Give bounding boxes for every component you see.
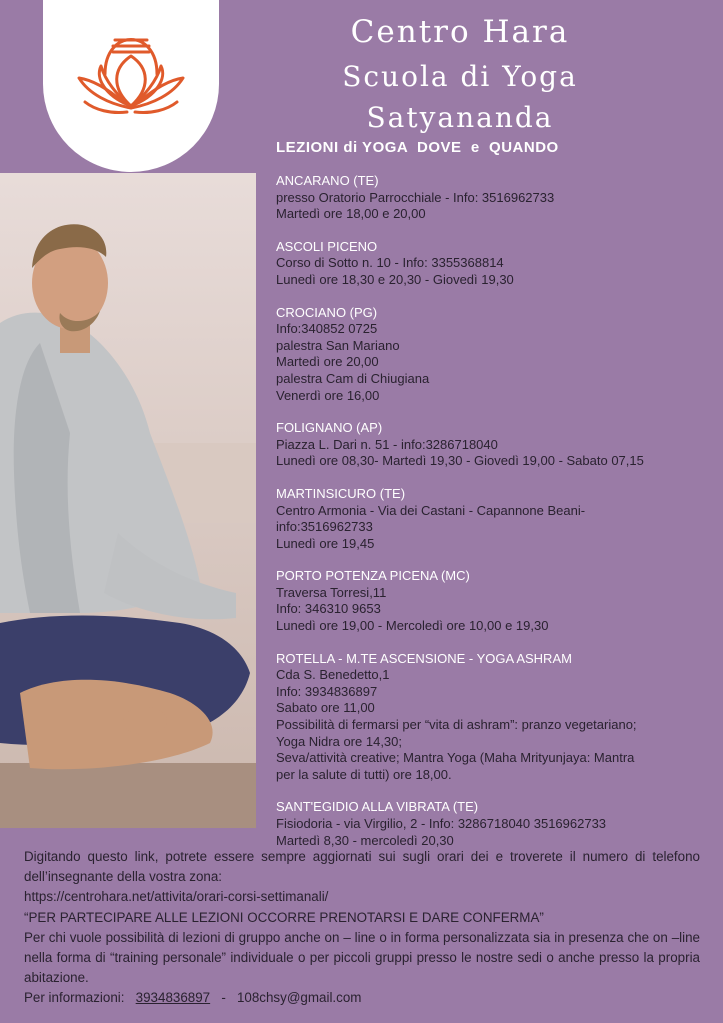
schedule-link[interactable]: https://centrohara.net/attivita/orari-corsi-settimanali/ xyxy=(24,889,329,905)
location-detail: Piazza L. Dari n. 51 - info:3286718040 xyxy=(276,436,498,452)
booking-notice: “PER PARTECIPARE ALLE LEZIONI OCCORRE PRENOTARSI E DARE CONFERMA” xyxy=(24,909,544,925)
location-sant-egidio xyxy=(276,799,716,849)
location-detail: Lunedì ore 19,45 xyxy=(276,535,375,551)
location-crociano xyxy=(276,305,716,405)
online-lessons-text: Per chi vuole possibilità di lezioni di gruppo anche on – line o in forma personalizzata sia in presenza che on –line nella forma di “training personale” individuale o per piccoli gruppi presso le nostre sedi o anche presso la propria abitazione. xyxy=(24,929,700,986)
contact-phone-link[interactable]: 3934836897 xyxy=(135,990,211,1006)
footer-info xyxy=(24,847,700,1009)
title-centro-hara: Centro Hara xyxy=(350,14,570,50)
location-detail: Info:340852 0725 xyxy=(276,321,378,337)
location-detail: Fisiodoria - via Virgilio, 2 - Info: 3286718040 3516962733 xyxy=(276,816,607,831)
title-satyananda: Satyananda xyxy=(366,101,554,134)
location-detail: Corso di Sotto n. 10 - Info: 3355368814 xyxy=(276,255,504,271)
location-detail: Martedì ore 20,00 xyxy=(276,354,379,370)
location-name: PORTO POTENZA PICENA (MC) xyxy=(276,568,470,584)
location-detail: Lunedì ore 18,30 e 20,30 - Giovedì 19,30 xyxy=(276,271,514,287)
location-detail: Sabato ore 11,00 xyxy=(276,700,375,716)
location-detail: Traversa Torresi,11 xyxy=(276,584,387,600)
location-name: SANT'EGIDIO ALLA VIBRATA (TE) xyxy=(276,799,479,815)
contact-line xyxy=(24,988,700,1008)
location-detail: Centro Armonia - Via dei Castani - Capannone Beani- xyxy=(276,502,586,518)
location-ancarano xyxy=(276,173,716,223)
contact-label: Per informazioni: xyxy=(24,990,125,1006)
location-detail: per la salute di tutti) ore 18,00. xyxy=(276,766,452,782)
location-detail: Info: 346310 9653 xyxy=(276,601,381,617)
contact-email[interactable]: 108chsy@gmail.com xyxy=(236,990,362,1006)
location-detail: Lunedì ore 19,00 - Mercoledì ore 10,00 e 19,30 xyxy=(276,618,549,634)
location-name: ASCOLI PICENO xyxy=(276,238,378,254)
locations-list xyxy=(276,173,716,865)
location-detail: Possibilità di fermarsi per “vita di ashram”: pranzo vegetariano; xyxy=(276,717,637,733)
location-detail: palestra Cam di Chiugiana xyxy=(276,370,430,386)
title-scuola-di-yoga: Scuola di Yoga xyxy=(342,60,578,93)
meditating-man-photo xyxy=(0,173,256,828)
location-detail: Martedì ore 18,00 e 20,00 xyxy=(276,206,426,222)
location-porto-potenza-picena xyxy=(276,568,716,634)
location-detail: Info: 3934836897 xyxy=(276,683,378,699)
location-name: ANCARANO (TE) xyxy=(276,173,379,188)
location-detail: presso Oratorio Parrocchiale - Info: 3516962733 xyxy=(276,189,555,205)
location-name: ROTELLA - M.TE ASCENSIONE - YOGA ASHRAM xyxy=(276,650,572,666)
location-name: FOLIGNANO (AP) xyxy=(276,420,383,436)
location-detail: Lunedì ore 08,30- Martedì 19,30 - Giovedì 19,00 - Sabato 07,15 xyxy=(276,453,644,469)
location-detail: Martedì 8,30 - mercoledì 20,30 xyxy=(276,832,454,848)
location-detail: Venerdì ore 16,00 xyxy=(276,387,380,403)
location-name: MARTINSICURO (TE) xyxy=(276,485,406,501)
lotus-logo-icon xyxy=(61,18,201,118)
location-name: CROCIANO (PG) xyxy=(276,304,378,320)
subtitle-lezioni: LEZIONI di YOGA DOVE e QUANDO xyxy=(276,139,559,156)
location-detail: Seva/attività creative; Mantra Yoga (Maha Mrityunjaya: Mantra xyxy=(276,750,635,766)
location-detail: Cda S. Benedetto,1 xyxy=(276,667,390,683)
location-detail: palestra San Mariano xyxy=(276,337,400,353)
location-detail: info:3516962733 xyxy=(276,519,373,535)
location-ascoli-piceno xyxy=(276,239,716,289)
location-detail: Yoga Nidra ore 14,30; xyxy=(276,733,403,749)
location-rotella xyxy=(276,651,716,784)
footer-intro: Digitando questo link, potrete essere sempre aggiornati sui sugli orari dei e troverete il numero di telefono dell’insegnante della vostra zona: xyxy=(24,849,700,885)
location-folignano xyxy=(276,420,716,470)
contact-separator: - xyxy=(221,990,226,1006)
logo-badge xyxy=(43,0,219,172)
location-martinsicuro xyxy=(276,486,716,552)
